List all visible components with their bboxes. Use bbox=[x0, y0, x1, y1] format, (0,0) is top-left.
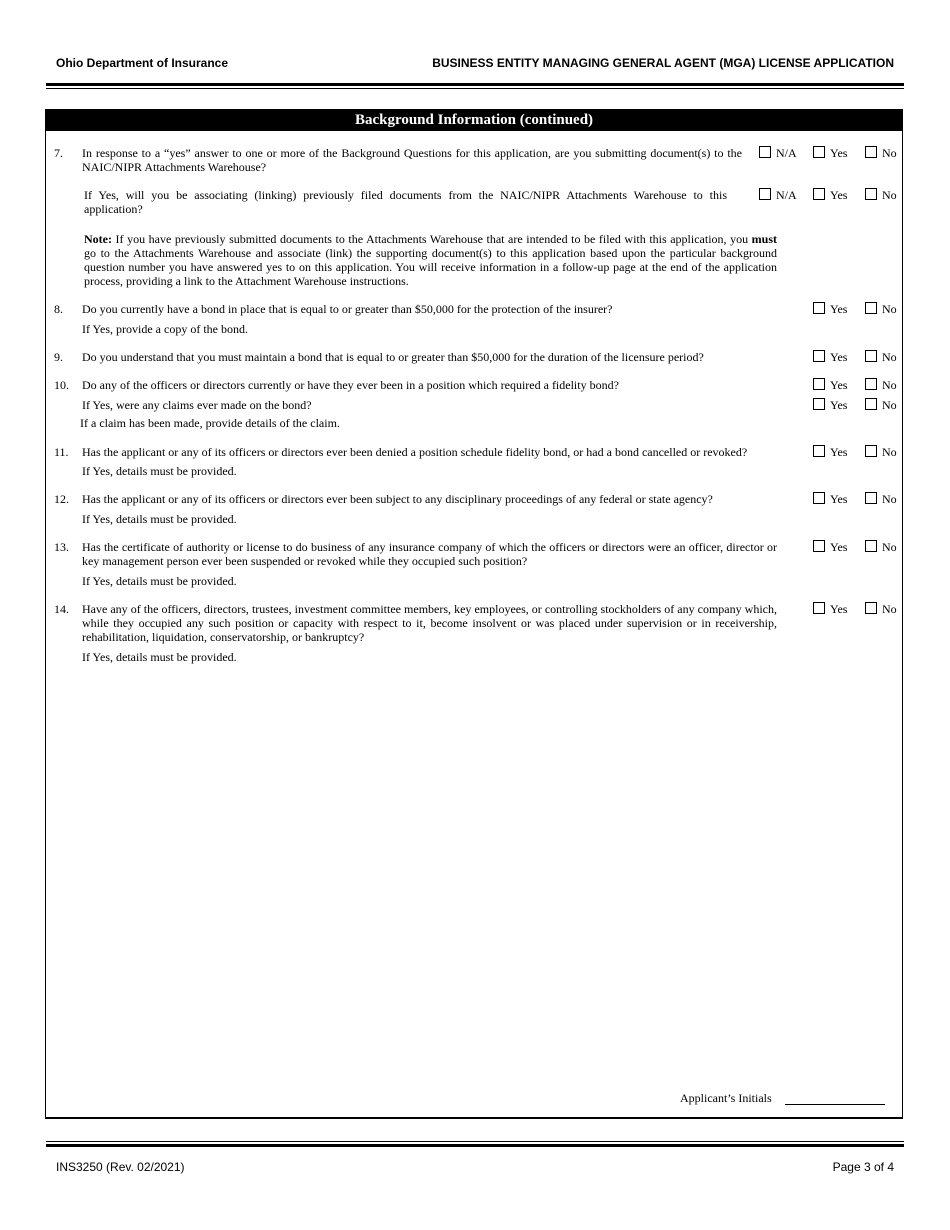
initials-field[interactable] bbox=[785, 1104, 885, 1105]
checkbox-icon[interactable] bbox=[813, 398, 825, 410]
checkbox-icon[interactable] bbox=[759, 188, 771, 200]
q8-text: Do you currently have a bond in place that is equal to or greater than $50,000 for the protection of the insurer? bbox=[82, 302, 613, 316]
initials-label: Applicant’s Initials bbox=[680, 1091, 772, 1105]
q9-text: Do you understand that you must maintain a bond that is equal to or greater than $50,000 for the duration of the licensure period? bbox=[82, 350, 704, 364]
checkbox-icon[interactable] bbox=[813, 540, 825, 552]
q10-yes-option[interactable]: Yes bbox=[813, 378, 847, 392]
checkbox-icon[interactable] bbox=[759, 146, 771, 158]
q9-no-option[interactable]: No bbox=[865, 350, 897, 364]
checkbox-icon[interactable] bbox=[865, 146, 877, 158]
header-rule bbox=[46, 83, 904, 89]
q7-yes-option[interactable]: Yes bbox=[813, 146, 847, 160]
checkbox-icon[interactable] bbox=[865, 602, 877, 614]
q13-no-option[interactable]: No bbox=[865, 540, 897, 554]
q7-note: Note: If you have previously submitted documents to the Attachments Warehouse that are intended to be filed with this application, you must go to the Attachments Warehouse and associate (link) the supporting document(s) to this application based upon the particular background question number you have answered yes to on this application. You will receive information in a follow-up page at the end of the application process, providing a link to the Attachment Warehouse instructions. bbox=[84, 232, 777, 288]
checkbox-icon[interactable] bbox=[865, 398, 877, 410]
q7-text: In response to a “yes” answer to one or more of the Background Questions for this application, are you submitting document(s) to the NAIC/NIPR Attachments Warehouse? bbox=[82, 146, 742, 174]
q11-no-option[interactable]: No bbox=[865, 445, 897, 459]
checkbox-icon[interactable] bbox=[865, 302, 877, 314]
q9-yes-option[interactable]: Yes bbox=[813, 350, 847, 364]
page-number: Page 3 of 4 bbox=[832, 1160, 894, 1174]
q13-sub: If Yes, details must be provided. bbox=[82, 574, 237, 588]
q7-no-option[interactable]: No bbox=[865, 146, 897, 160]
checkbox-icon[interactable] bbox=[813, 302, 825, 314]
q14-text: Have any of the officers, directors, trustees, investment committee members, key employees, or controlling stockholders of any company which, while they occupied any such position or capacity with respect to it, become insolvent or was placed under supervision or in receivership, rehabilitation, liquidation, conservatorship, or bankruptcy? bbox=[82, 602, 777, 644]
q7-sub-na-option[interactable]: N/A bbox=[759, 188, 797, 202]
q10-sub-yes-option[interactable]: Yes bbox=[813, 398, 847, 412]
q10-sub2: If a claim has been made, provide details of the claim. bbox=[80, 416, 340, 430]
q7-na-option[interactable]: N/A bbox=[759, 146, 797, 160]
q10-number: 10. bbox=[54, 378, 69, 392]
q11-text: Has the applicant or any of its officers or directors ever been denied a position schedule fidelity bond, or had a bond cancelled or revoked? bbox=[82, 445, 748, 459]
checkbox-icon[interactable] bbox=[813, 492, 825, 504]
checkbox-icon[interactable] bbox=[813, 602, 825, 614]
checkbox-icon[interactable] bbox=[865, 445, 877, 457]
footer-rule bbox=[46, 1141, 904, 1147]
q14-yes-option[interactable]: Yes bbox=[813, 602, 847, 616]
q12-number: 12. bbox=[54, 492, 69, 506]
q8-sub: If Yes, provide a copy of the bond. bbox=[82, 322, 248, 336]
q13-yes-option[interactable]: Yes bbox=[813, 540, 847, 554]
q11-sub: If Yes, details must be provided. bbox=[82, 464, 237, 478]
agency-name: Ohio Department of Insurance bbox=[56, 56, 229, 70]
section-title: Background Information (continued) bbox=[45, 110, 903, 131]
checkbox-icon[interactable] bbox=[813, 378, 825, 390]
checkbox-icon[interactable] bbox=[865, 492, 877, 504]
q11-number: 11. bbox=[54, 445, 69, 459]
checkbox-icon[interactable] bbox=[865, 188, 877, 200]
form-id: INS3250 (Rev. 02/2021) bbox=[56, 1160, 185, 1174]
q10-sub-no-option[interactable]: No bbox=[865, 398, 897, 412]
q7-sub-no-option[interactable]: No bbox=[865, 188, 897, 202]
checkbox-icon[interactable] bbox=[813, 350, 825, 362]
q12-no-option[interactable]: No bbox=[865, 492, 897, 506]
q14-number: 14. bbox=[54, 602, 69, 616]
q8-no-option[interactable]: No bbox=[865, 302, 897, 316]
q9-number: 9. bbox=[54, 350, 63, 364]
q7-number: 7. bbox=[54, 146, 63, 160]
q12-yes-option[interactable]: Yes bbox=[813, 492, 847, 506]
q12-text: Has the applicant or any of its officers or directors ever been subject to any disciplinary proceedings of any federal or state agency? bbox=[82, 492, 713, 506]
q14-sub: If Yes, details must be provided. bbox=[82, 650, 237, 664]
q7-sub-text: If Yes, will you be associating (linking) previously filed documents from the NAIC/NIPR Attachments Warehouse to this application? bbox=[84, 188, 727, 216]
q10-sub: If Yes, were any claims ever made on the bond? bbox=[82, 398, 312, 412]
q13-number: 13. bbox=[54, 540, 69, 554]
checkbox-icon[interactable] bbox=[813, 188, 825, 200]
q14-no-option[interactable]: No bbox=[865, 602, 897, 616]
q11-yes-option[interactable]: Yes bbox=[813, 445, 847, 459]
form-title: BUSINESS ENTITY MANAGING GENERAL AGENT (MGA) LICENSE APPLICATION bbox=[432, 56, 894, 70]
q13-text: Has the certificate of authority or license to do business of any insurance company of which the officers or directors were an officer, director or key management person ever been suspended or revoked while they occupied such position? bbox=[82, 540, 777, 568]
q8-yes-option[interactable]: Yes bbox=[813, 302, 847, 316]
checkbox-icon[interactable] bbox=[865, 540, 877, 552]
q10-text: Do any of the officers or directors currently or have they ever been in a position which required a fidelity bond? bbox=[82, 378, 619, 392]
q7-sub-yes-option[interactable]: Yes bbox=[813, 188, 847, 202]
checkbox-icon[interactable] bbox=[865, 350, 877, 362]
checkbox-icon[interactable] bbox=[865, 378, 877, 390]
q8-number: 8. bbox=[54, 302, 63, 316]
checkbox-icon[interactable] bbox=[813, 445, 825, 457]
q12-sub: If Yes, details must be provided. bbox=[82, 512, 237, 526]
q10-no-option[interactable]: No bbox=[865, 378, 897, 392]
checkbox-icon[interactable] bbox=[813, 146, 825, 158]
background-section bbox=[45, 109, 903, 1119]
